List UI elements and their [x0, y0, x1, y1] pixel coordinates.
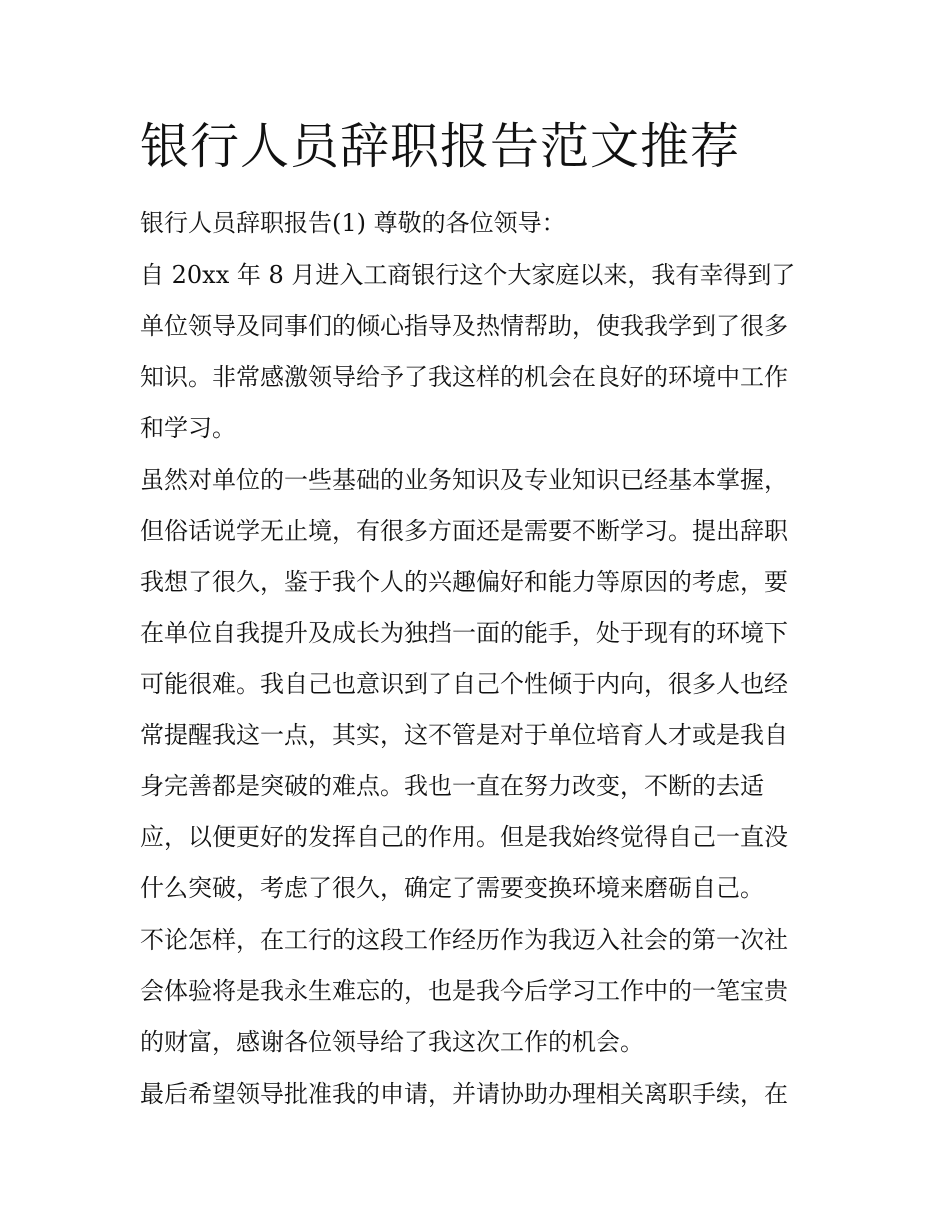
- paragraph-gratitude: [140, 915, 815, 1068]
- text-line: 我想了很久，鉴于我个人的兴趣偏好和能力等原因的考虑，要: [140, 568, 788, 596]
- text-line: 自 20xx 年 8 月进入工商银行这个大家庭以来，我有幸得到了: [140, 261, 796, 289]
- text-line: 身完善都是突破的难点。我也一直在努力改变，不断的去适: [140, 772, 764, 800]
- paragraph-intro: [140, 250, 815, 454]
- text-line: 的财富，感谢各位领导给了我这次工作的机会。: [140, 1028, 644, 1056]
- paragraph-salutation: [140, 198, 815, 249]
- text-line: 不论怎样，在工行的这段工作经历作为我迈入社会的第一次社: [140, 926, 788, 954]
- text-line: 但俗话说学无止境，有很多方面还是需要不断学习。提出辞职: [140, 517, 788, 545]
- text-line: 可能很难。我自己也意识到了自己个性倾于内向，很多人也经: [140, 670, 788, 698]
- paragraph-closing: [140, 1069, 815, 1120]
- text-line: 最后希望领导批准我的申请，并请协助办理相关离职手续，在: [140, 1080, 788, 1108]
- paragraph-reason: [140, 455, 815, 914]
- text-line: 和学习。: [140, 414, 236, 442]
- text-line: 应，以便更好的发挥自己的作用。但是我始终觉得自己一直没: [140, 823, 788, 851]
- text-line: 虽然对单位的一些基础的业务知识及专业知识已经基本掌握，: [140, 466, 788, 494]
- text-line: 常提醒我这一点，其实，这不管是对于单位培育人才或是我自: [140, 721, 788, 749]
- text-line: 银行人员辞职报告(1) 尊敬的各位领导：: [140, 209, 566, 237]
- text-line: 什么突破，考虑了很久，确定了需要变换环境来磨砺自己。: [140, 874, 764, 902]
- text-line: 在单位自我提升及成长为独挡一面的能手，处于现有的环境下: [140, 619, 788, 647]
- document-body: [140, 198, 815, 1121]
- text-line: 会体验将是我永生难忘的，也是我今后学习工作中的一笔宝贵: [140, 977, 788, 1005]
- text-line: 单位领导及同事们的倾心指导及热情帮助，使我我学到了很多: [140, 312, 788, 340]
- text-line: 知识。非常感激领导给予了我这样的机会在良好的环境中工作: [140, 363, 788, 391]
- document-title: 银行人员辞职报告范文推荐: [140, 118, 741, 175]
